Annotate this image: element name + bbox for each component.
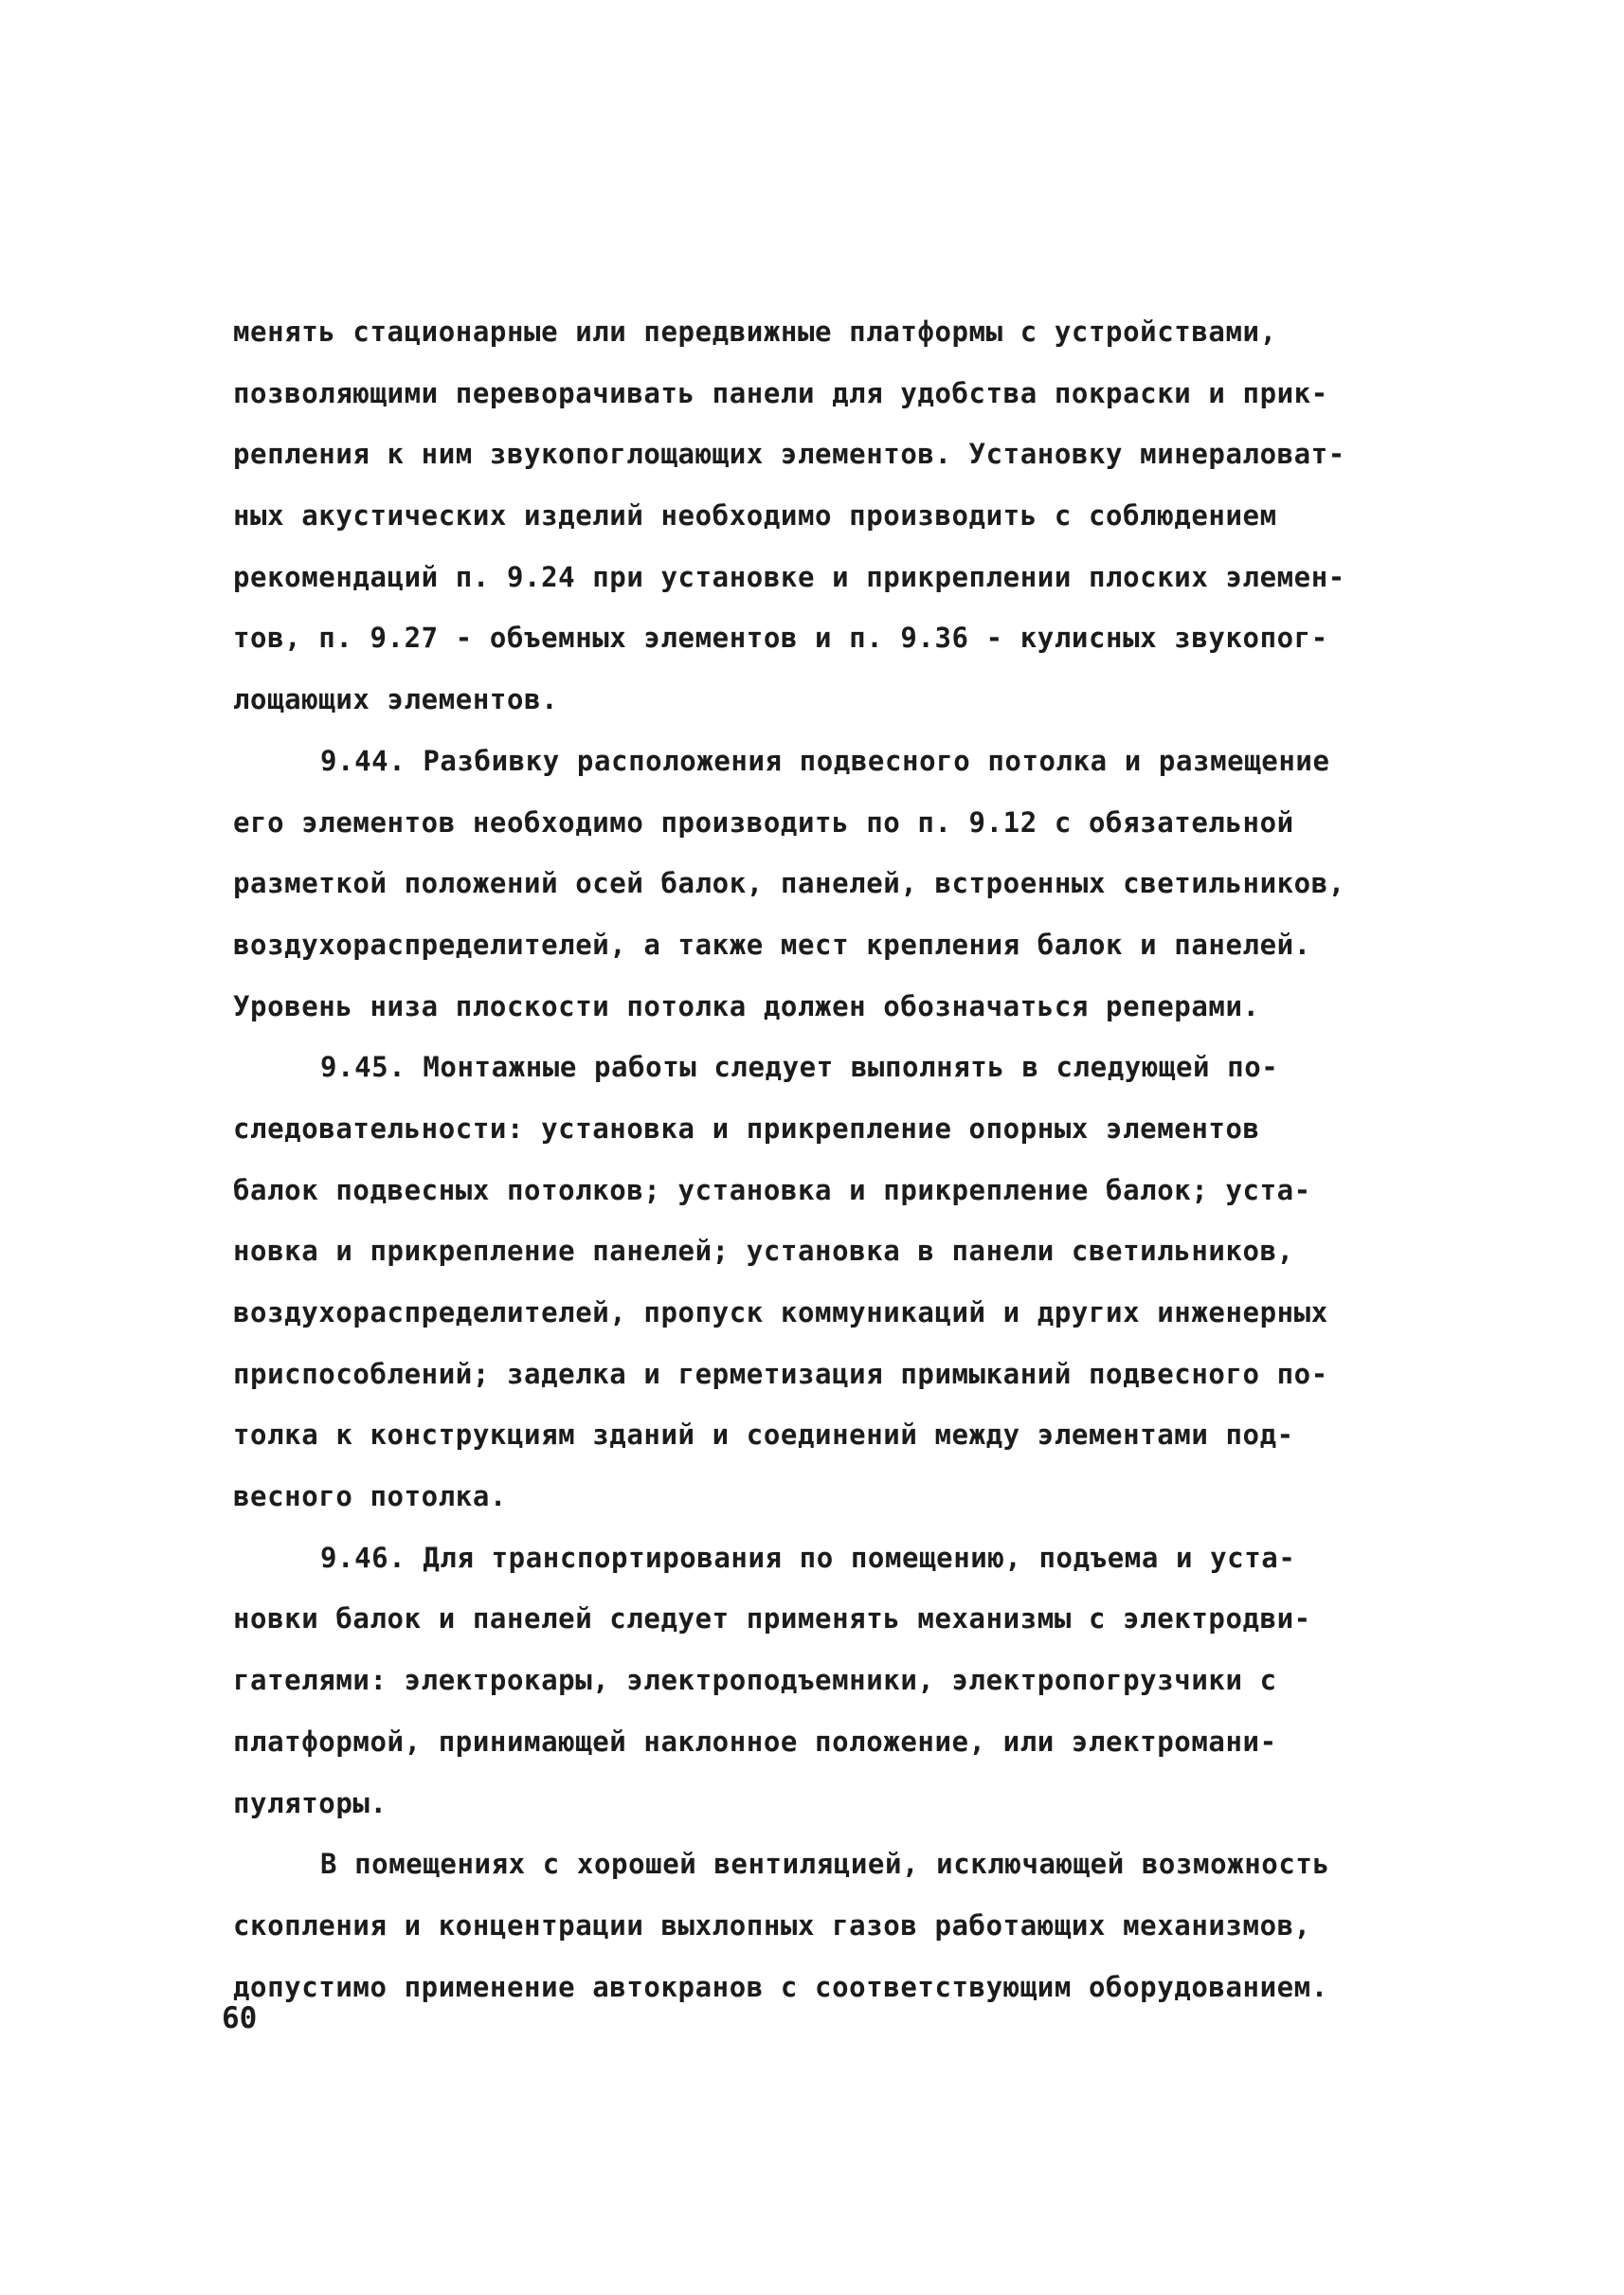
text-line: новка и прикрепление панелей; установка в панели светильников, bbox=[233, 1235, 1294, 1268]
body-text bbox=[233, 301, 1436, 2017]
text-line: воздухораспределителей, пропуск коммуникаций и других инженерных bbox=[233, 1296, 1328, 1328]
text-line: платформой, принимающей наклонное положение, или электромани- bbox=[233, 1725, 1277, 1758]
paragraph-9-44 bbox=[233, 731, 1436, 1037]
text-line: ных акустических изделий необходимо производить с соблюдением bbox=[233, 499, 1277, 533]
text-line: репления к ним звукопоглощающих элементов. Установку минераловат- bbox=[233, 438, 1345, 471]
text-line: Уровень низа плоскости потолка должен обозначаться реперами. bbox=[233, 989, 1260, 1022]
text-line: 9.44. Разбивку расположения подвесного потолка и размещение bbox=[320, 744, 1330, 777]
text-line: 9.45. Монтажные работы следует выполнять в следующей по- bbox=[320, 1051, 1279, 1084]
paragraph-9-45 bbox=[233, 1037, 1436, 1527]
text-line: балок подвесных потолков; установка и прикрепление балок; уста- bbox=[233, 1173, 1311, 1206]
paragraph-ventilation bbox=[233, 1834, 1436, 2017]
text-line: разметкой положений осей балок, панелей, встроенных светильников, bbox=[233, 867, 1345, 900]
text-line: рекомендаций п. 9.24 при установке и прикреплении плоских элемен- bbox=[233, 560, 1345, 593]
text-line: гателями: электрокары, электроподъемники, электропогрузчики с bbox=[233, 1664, 1277, 1697]
text-line: воздухораспределителей, а также мест крепления балок и панелей. bbox=[233, 928, 1311, 961]
text-line: пуляторы. bbox=[233, 1786, 388, 1819]
text-line: скопления и концентрации выхлопных газов работающих механизмов, bbox=[233, 1908, 1311, 1942]
text-line: лощающих элементов. bbox=[233, 683, 559, 716]
text-line: менять стационарные или передвижные платформы с устройствами, bbox=[233, 316, 1277, 348]
text-line: следовательности: установка и прикрепление опорных элементов bbox=[233, 1111, 1260, 1145]
paragraph-continuation bbox=[233, 301, 1436, 731]
text-line: допустимо применение автокранов с соответствующим оборудованием. bbox=[233, 1970, 1328, 2003]
text-line: толка к конструкциям зданий и соединений между элементами под- bbox=[233, 1419, 1294, 1452]
text-line: новки балок и панелей следует применять механизмы с электродви- bbox=[233, 1602, 1311, 1635]
text-line: В помещениях с хорошей вентиляцией, исключающей возможность bbox=[320, 1848, 1330, 1881]
page-number: 60 bbox=[222, 2001, 258, 2035]
paragraph-9-46 bbox=[233, 1527, 1436, 1834]
text-line: тов, п. 9.27 - объемных элементов и п. 9.36 - кулисных звукопог- bbox=[233, 622, 1328, 655]
text-line: весного потолка. bbox=[233, 1480, 507, 1513]
text-line: его элементов необходимо производить по п. 9.12 с обязательной bbox=[233, 805, 1294, 839]
text-line: приспособлений; заделка и герметизация примыканий подвесного по- bbox=[233, 1357, 1328, 1390]
text-line: позволяющими переворачивать панели для удобства покраски и прик- bbox=[233, 376, 1328, 409]
text-line: 9.46. Для транспортирования по помещению, подъема и уста- bbox=[320, 1541, 1296, 1574]
